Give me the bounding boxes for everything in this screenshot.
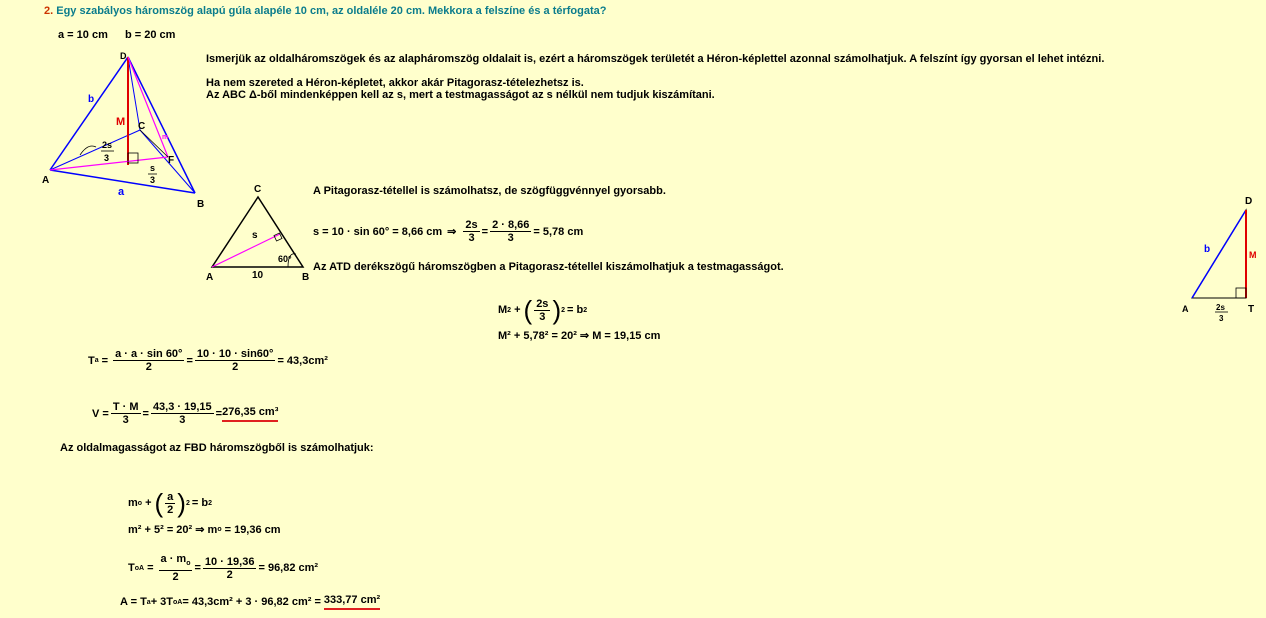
base-triangle-figure xyxy=(200,180,315,285)
eq-toa-sub: oA xyxy=(134,564,145,572)
paragraph-3: Az ABC Δ-ből mindenképpen kell az s, mert a testmagasságot az s nélkül nem tudjuk kiszámítani. xyxy=(206,89,715,101)
pyramid-label-m: M xyxy=(116,116,126,128)
eq-mo1-post: = b xyxy=(191,497,209,509)
eq-a-sub2: oA xyxy=(173,598,183,606)
eq-toa-res: = 96,82 cm² xyxy=(258,562,319,575)
equation-m1: M 2 + ( $\frac{2s}{3}$ ) 2 = b 2 xyxy=(498,295,588,325)
eq-s-f2d: 3 xyxy=(507,232,514,244)
eq-mo2-text: m² + 5² = 20² ⇒ m xyxy=(128,524,218,536)
eq-a-sub1: a xyxy=(146,598,151,606)
eq-v-f1d: 3 xyxy=(122,414,129,426)
paragraph-2: Ha nem szereted a Héron-képletet, akkor akár Pitagorasz-tételezhetsz is. xyxy=(206,77,584,89)
eq-ta-res: = 43,3cm² xyxy=(277,354,328,367)
base-label-a: A xyxy=(206,272,214,283)
eq-a-result: 333,77 cm² xyxy=(324,594,380,610)
eq-toa-f2d: 2 xyxy=(226,568,233,581)
eq-v-f1n: T · M xyxy=(112,401,139,413)
eq-mo1-pre: m xyxy=(128,497,138,509)
eq-a-mid: + 3T xyxy=(150,596,174,608)
eq-v-f2n: 43,3 · 19,15 xyxy=(152,401,212,413)
eq-s-arrow: ⇒ xyxy=(447,226,457,238)
eq-v-f2d: 3 xyxy=(179,414,186,426)
eq-mo1-sub: o xyxy=(137,499,143,507)
base-label-s: s xyxy=(252,230,258,241)
eq-ta-f2d: 2 xyxy=(232,361,239,373)
eq-ta-f1d: 2 xyxy=(145,361,152,373)
eq-toa-f1sub: o xyxy=(186,560,191,568)
eq-ta-f2n: 10 · 10 · sin60° xyxy=(196,348,274,360)
eq-s-f2n: 2 · 8,66 xyxy=(492,219,530,231)
eq-v-result: 276,35 cm³ xyxy=(222,406,278,422)
pyramid-label-2s: 2s xyxy=(102,140,113,150)
eq-toa-f2n: 10 · 19,36 xyxy=(204,555,255,568)
eq-a-text: A = T xyxy=(120,596,147,608)
equation-s: s = 10 · sin 60° = 8,66 cm ⇒ $\frac{2s}{3}$ = $\frac{2 \cdot 8,66}{3}$ = 5,78 cm xyxy=(313,219,584,244)
pyramid-label-3a: 3 xyxy=(104,153,110,163)
eq-s-f1d: 3 xyxy=(468,232,475,244)
base-label-angle: 60° xyxy=(278,254,292,264)
problem-number: 2. xyxy=(44,5,54,17)
eq-ta-f1n: a · a · sin 60° xyxy=(115,348,183,360)
equation-mo2 xyxy=(128,523,281,536)
right-label-d: D xyxy=(1245,196,1253,207)
right-label-b: b xyxy=(1204,244,1211,255)
pyramid-label-f: F xyxy=(168,155,175,166)
eq-toa-lhs: T xyxy=(128,562,135,575)
eq-ta-sub: a xyxy=(94,357,99,364)
paragraph-1: Ismerjük az oldalháromszögek és az alapháromszög oldalait is, ezért a háromszögek területét a Héron-képlettel azonnal számolhatjuk. A felszínt így gyorsan el lehet intézni. xyxy=(206,53,1105,65)
eq-toa-f1n: a · m xyxy=(160,553,187,565)
eq-mo1-fd: 2 xyxy=(167,503,174,516)
pyramid-label-mo: m xyxy=(162,134,169,141)
paragraph-5: Az ATD derékszögű háromszögben a Pitagorasz-tétellel kiszámolhatjuk a testmagasságot. xyxy=(313,261,784,273)
equation-mo1: m o + ( $\frac{a}{2}$ ) 2 = b 2 xyxy=(128,488,212,518)
eq-ta-lhs: T xyxy=(88,354,95,367)
pyramid-label-a-edge: a xyxy=(118,186,125,198)
right-label-t: T xyxy=(1248,304,1255,315)
eq-v-lhs: V = xyxy=(92,407,109,420)
right-label-2s: 2s xyxy=(1216,303,1225,312)
base-label-c: C xyxy=(254,184,262,195)
equation-m2: M² + 5,78² = 20² ⇒ M = 19,15 cm xyxy=(498,330,661,342)
pyramid-label-b-edge: b xyxy=(88,94,95,105)
given-a: a = 10 cm xyxy=(58,29,108,41)
eq-m1-pre: M xyxy=(498,304,508,316)
eq-m1-fn: 2s xyxy=(536,297,549,310)
problem-text: Egy szabályos háromszög alapú gúla alapéle 10 cm, az oldaléle 20 cm. Mekkora a felszíne és a térfogata? xyxy=(56,5,607,17)
eq-m1-fd: 3 xyxy=(539,310,546,323)
right-label-3: 3 xyxy=(1219,314,1224,323)
eq-mo2-sub: o xyxy=(217,526,222,533)
eq-a-rest: = 43,3cm² + 3 · 96,82 cm² = xyxy=(182,596,321,608)
pyramid-label-a: A xyxy=(42,175,50,186)
equation-surface xyxy=(120,594,380,610)
eq-mo1-fn: a xyxy=(167,490,174,503)
pyramid-label-s: s xyxy=(150,163,156,173)
right-triangle-figure xyxy=(1180,190,1260,325)
base-label-b: B xyxy=(302,272,310,283)
given-b: b = 20 cm xyxy=(125,29,176,41)
eq-s-res: = 5,78 cm xyxy=(533,225,584,238)
right-label-m: M xyxy=(1249,250,1257,260)
pyramid-figure xyxy=(40,45,210,210)
pyramid-label-d: D xyxy=(120,51,127,61)
equation-ta: T a = $\frac{a \cdot a \cdot \sin 60^\circ}{2}$ = $\frac{10 \cdot 10 \cdot \sin 60^\circ}{2}$ = 43,3cm² xyxy=(88,348,328,373)
paragraph-6: Az oldalmagasságot az FBD háromszögből is számolhatjuk: xyxy=(60,442,374,454)
eq-m1-post: = b xyxy=(567,304,584,316)
pyramid-label-c: C xyxy=(138,121,146,132)
eq-s-lhs: s = 10 · sin 60° = 8,66 cm xyxy=(313,225,443,238)
eq-m1-plus: + xyxy=(514,304,521,316)
problem-title xyxy=(44,5,606,17)
eq-s-f1n: 2s xyxy=(465,219,478,231)
base-label-side: 10 xyxy=(252,270,264,281)
eq-mo2-res: = 19,36 cm xyxy=(224,523,281,536)
pyramid-label-3b: 3 xyxy=(150,175,156,185)
equation-toa: T oA = $\frac{a \cdot m_o}{2}$ = $\frac{10 \cdot 19,36}{2}$ = 96,82 cm² xyxy=(128,553,319,584)
equation-volume: V = $\frac{T \cdot M}{3}$ = $\frac{43,3 \cdot 19,15}{3}$ = 276,35 cm³ xyxy=(92,401,279,426)
paragraph-4: A Pitagorasz-tétellel is számolhatsz, de szögfüggvénnyel gyorsabb. xyxy=(313,185,666,197)
eq-toa-f1d: 2 xyxy=(172,571,179,584)
right-label-a: A xyxy=(1182,304,1189,314)
pyramid-label-b: B xyxy=(197,199,205,210)
